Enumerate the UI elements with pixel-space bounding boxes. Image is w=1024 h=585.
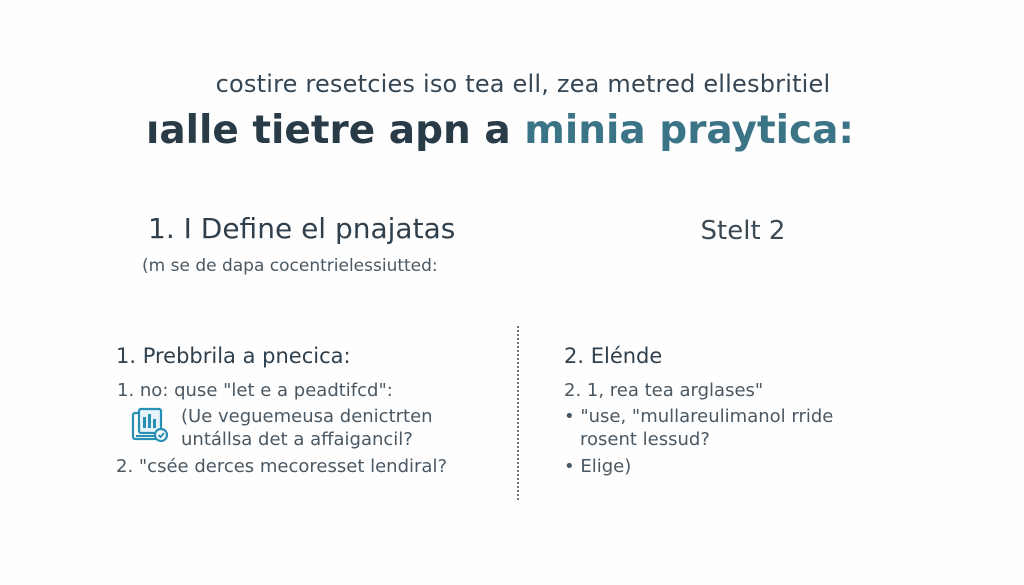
title-part-2: minia prayticа: bbox=[524, 108, 855, 153]
title-part-1: ıalle tietre apn a bbox=[145, 108, 525, 153]
slide-subtitle: costire resetcies iso tea ell, zea metred ellesbritiel bbox=[215, 70, 831, 98]
left-list-item-1: 1. no: quse "let e a peadtifcd": bbox=[117, 380, 393, 401]
step-1-subheading: (m se de dapa cocentrielessiutted: bbox=[142, 256, 438, 276]
slide-title bbox=[0, 108, 1000, 153]
step-1-heading: 1. I Define el pnajatas bbox=[148, 212, 456, 245]
document-chart-icon bbox=[131, 406, 171, 444]
right-list-item-3: • Elige) bbox=[564, 456, 632, 477]
left-list-item-2-line-2: untállsa det a affaigancil? bbox=[181, 429, 413, 450]
left-list-item-3: 2. "csée derces mecoresset lendiral? bbox=[116, 456, 447, 477]
left-section-heading: 1. Prebbrila a pnecica: bbox=[116, 344, 351, 368]
step-2-heading: Stelt 2 bbox=[700, 216, 786, 246]
right-list-item-1: 2. 1, rea tea arglases" bbox=[564, 380, 764, 401]
column-divider bbox=[517, 326, 519, 500]
right-list-item-2-line-1: • "use, "mullareulimanol rride bbox=[564, 406, 834, 427]
left-list-item-2-line-1: (Ue veguemeusa denictrten bbox=[181, 406, 433, 427]
right-section-heading: 2. Elénde bbox=[564, 344, 663, 368]
right-list-item-2-line-2: rosent lessud? bbox=[580, 429, 710, 450]
